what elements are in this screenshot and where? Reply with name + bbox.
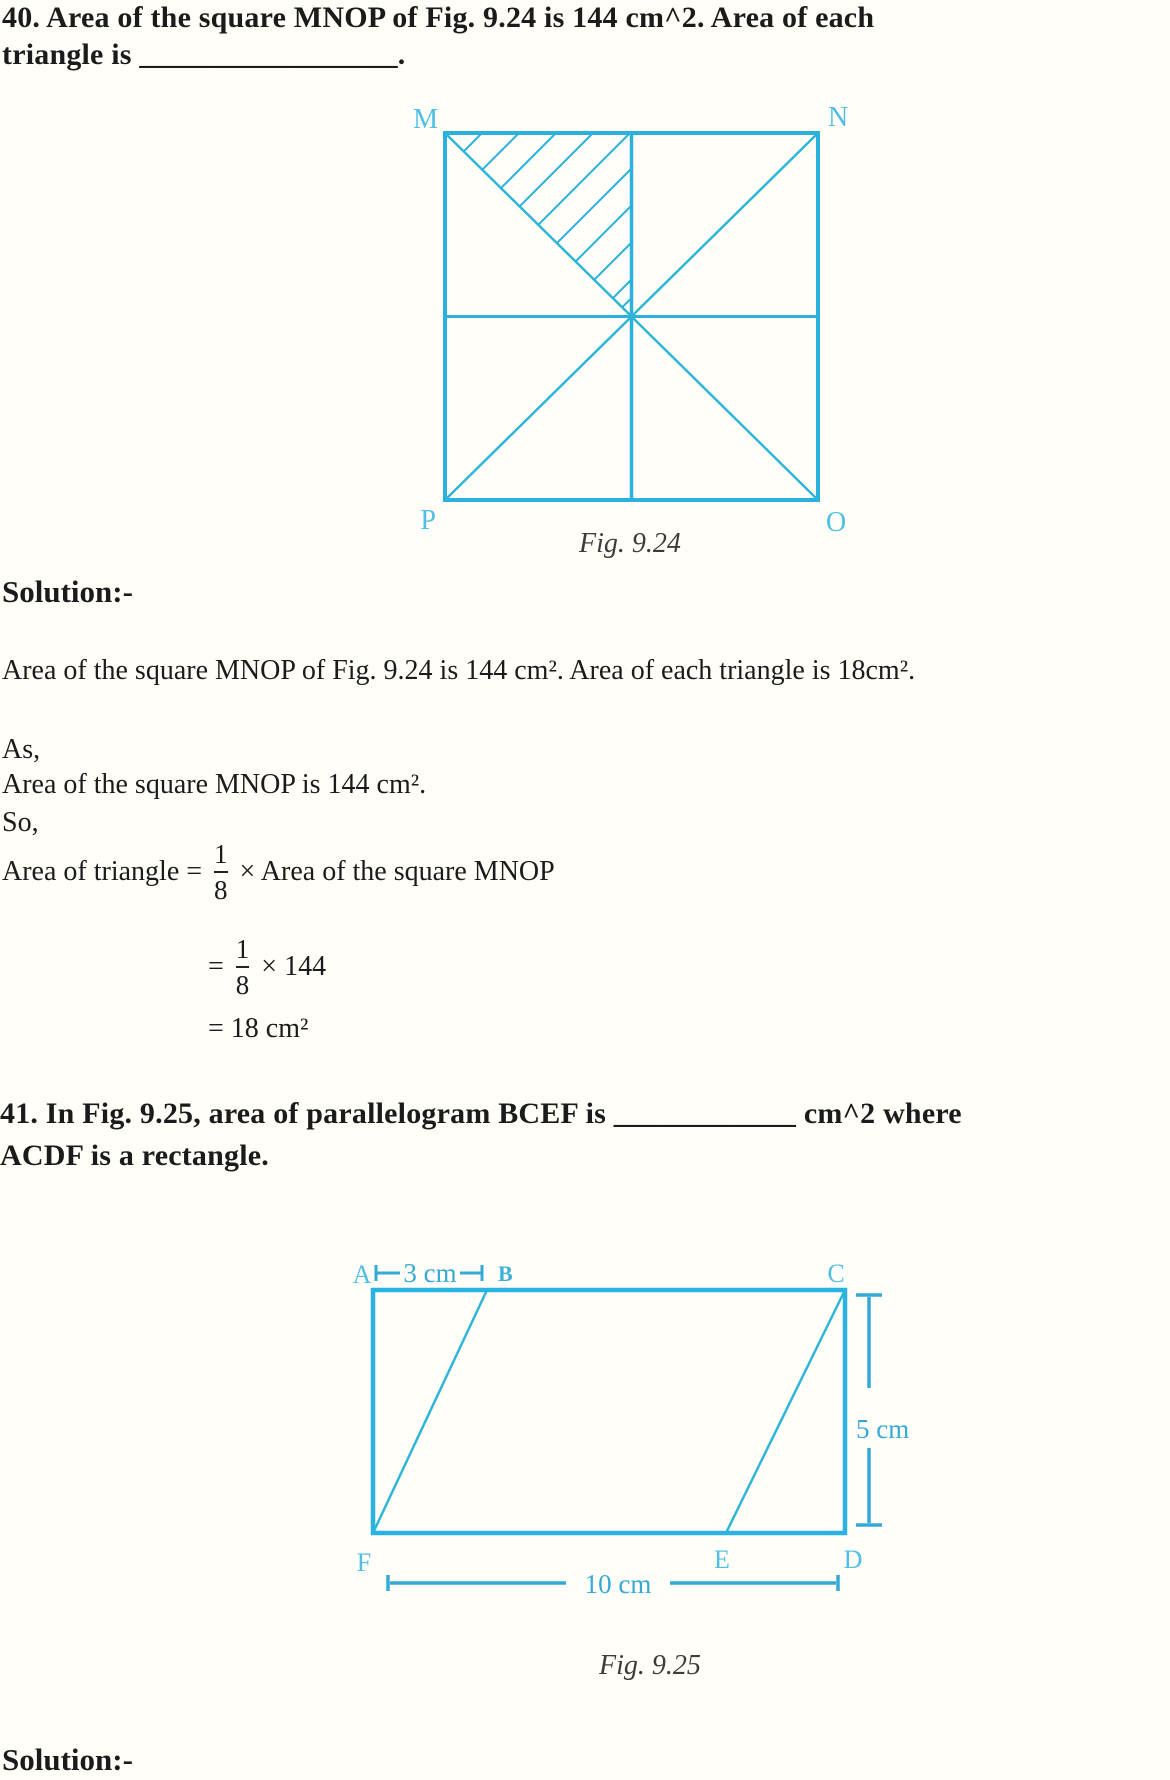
- rectangle-acdf-outline: [373, 1290, 845, 1533]
- hatching: [464, 133, 632, 307]
- fraction-denominator: 8: [214, 875, 228, 906]
- label-f: F: [356, 1548, 372, 1577]
- label-e: E: [714, 1545, 730, 1574]
- figure-9-24: [340, 95, 880, 570]
- fraction-one-eighth: [214, 840, 228, 905]
- solution41-title: Solution:-: [2, 1742, 133, 1777]
- side-bf: [373, 1290, 487, 1533]
- question41-heading-line2: ACDF is a rectangle.: [0, 1139, 269, 1172]
- fraction-bar: [236, 966, 250, 968]
- figure-9-25-caption: Fig. 9.25: [599, 1650, 701, 1681]
- label-p: P: [420, 505, 436, 536]
- label-d: D: [843, 1545, 863, 1574]
- label-c: C: [827, 1259, 845, 1288]
- question40-heading-line2: triangle is _________________.: [2, 38, 406, 71]
- equation-3: = 18 cm²: [208, 1013, 309, 1044]
- label-a: A: [352, 1260, 372, 1289]
- equation-2: [208, 935, 326, 1000]
- label-b: B: [498, 1261, 513, 1286]
- equation-2-lhs: =: [208, 951, 224, 983]
- fraction-numerator: 1: [235, 934, 250, 964]
- question41-heading-line1: 41. In Fig. 9.25, area of parallelogram BCEF is ____________ cm^2 where: [0, 1097, 962, 1130]
- figure-9-24-caption: Fig. 9.24: [579, 528, 681, 559]
- fraction-denominator: 8: [235, 970, 250, 1001]
- solution40-summary: Area of the square MNOP of Fig. 9.24 is 144 cm². Area of each triangle is 18cm².: [2, 655, 916, 686]
- label-n: N: [828, 102, 849, 133]
- label-o: O: [826, 507, 847, 538]
- side-ce: [726, 1290, 845, 1533]
- equation-2-rhs: × 144: [261, 951, 327, 983]
- fraction-bar: [214, 871, 228, 873]
- question40-heading-line1: 40. Area of the square MNOP of Fig. 9.24 is 144 cm^2. Area of each: [2, 1, 875, 34]
- dim-5cm-lines: [856, 1295, 882, 1525]
- equation-1: [2, 840, 555, 905]
- equation-1-lhs: Area of triangle =: [2, 856, 203, 888]
- figure-9-25: [300, 1240, 940, 1610]
- solution40-as: As,: [2, 734, 41, 765]
- solution40-square-line: Area of the square MNOP is 144 cm².: [2, 769, 427, 800]
- solution40-so: So,: [2, 807, 39, 838]
- dim-5cm-label: 5 cm: [856, 1414, 910, 1444]
- fraction-one-eighth-2: [236, 935, 250, 1000]
- solution40-title: Solution:-: [2, 574, 133, 609]
- dim-3cm-label: 3 cm: [403, 1258, 457, 1288]
- equation-1-rhs: × Area of the square MNOP: [239, 856, 555, 888]
- fraction-numerator: 1: [214, 839, 228, 869]
- label-m: M: [413, 104, 438, 135]
- dim-10cm-label: 10 cm: [584, 1569, 652, 1599]
